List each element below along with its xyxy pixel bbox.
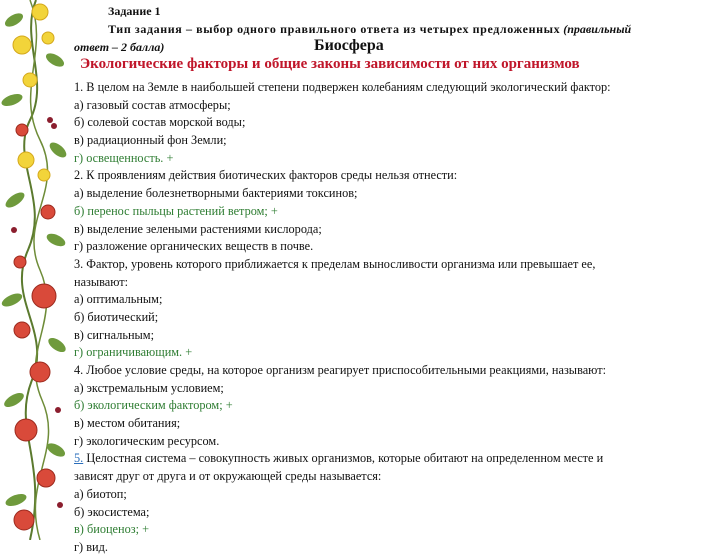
- line-text: а) экстремальным условием;: [74, 380, 224, 395]
- correct-answer-line: [74, 397, 714, 415]
- answer-option-line: [74, 504, 714, 522]
- task-type-main: Тип задания – выбор одного правильного ответа из четырех предложенных: [108, 22, 561, 36]
- task-type: [108, 22, 712, 37]
- answer-option-line: [74, 309, 714, 327]
- line-text: называют:: [74, 274, 129, 289]
- line-text: в) выделение зелеными растениями кислорода;: [74, 221, 322, 236]
- line-text: в) местом обитания;: [74, 416, 181, 431]
- correct-answer-line: [74, 150, 714, 168]
- question-line: [74, 468, 714, 486]
- task-title: Задание 1: [108, 4, 161, 18]
- answer-option-line: [74, 221, 714, 239]
- question-line: [74, 362, 714, 380]
- line-text: г) разложение органических веществ в почве.: [74, 239, 314, 254]
- answer-option-line: [74, 291, 714, 309]
- correct-answer-line: [74, 344, 714, 362]
- line-text: в) биоценоз; +: [74, 522, 150, 537]
- line-text: а) выделение болезнетворными бактериями токсинов;: [74, 186, 358, 201]
- question-line: [74, 256, 714, 274]
- topic-heading: Экологические факторы и общие законы зависимости от них организмов: [80, 56, 580, 72]
- line-text: б) экосистема;: [74, 504, 150, 519]
- line-text: в) радиационный фон Земли;: [74, 133, 227, 148]
- answer-option-line: [74, 486, 714, 504]
- question-line: [74, 450, 714, 468]
- line-text: б) перенос пыльцы растений ветром; +: [74, 203, 278, 218]
- line-text: в) сигнальным;: [74, 327, 154, 342]
- answer-option-line: [74, 415, 714, 433]
- line-text: 2. К проявлениям действия биотических факторов среды нельзя отнести:: [74, 168, 458, 183]
- line-text: а) оптимальным;: [74, 292, 163, 307]
- line-text: Целостная система – совокупность живых организмов, которые обитают на определенном месте и: [86, 451, 604, 466]
- correct-answer-line: [74, 521, 714, 539]
- line-text: б) экологическим фактором; +: [74, 398, 233, 413]
- line-text: г) экологическим ресурсом.: [74, 433, 220, 448]
- subject-title: Биосфера: [314, 37, 384, 54]
- correct-answer-line: [74, 203, 714, 221]
- line-text: а) биотоп;: [74, 486, 127, 501]
- answer-option-line: [74, 132, 714, 150]
- task-type-points-open: (правильный: [563, 22, 632, 36]
- answer-option-line: [74, 114, 714, 132]
- answer-option-line: [74, 380, 714, 398]
- line-text: г) освещенность. +: [74, 150, 174, 165]
- line-text: г) вид.: [74, 539, 108, 554]
- answer-option-line: [74, 97, 714, 115]
- answer-option-line: [74, 433, 714, 451]
- answer-option-line: [74, 327, 714, 345]
- line-text: б) биотический;: [74, 309, 159, 324]
- line-text: г) ограничивающим. +: [74, 345, 193, 360]
- line-text: 3. Фактор, уровень которого приближается к пределам выносливости организма или превышает ее,: [74, 256, 596, 271]
- answer-option-line: [74, 539, 714, 557]
- line-text: 1. В целом на Земле в наибольшей степени подвержен колебаниям следующий экологический фактор:: [74, 80, 611, 94]
- question-line: [74, 167, 714, 185]
- answer-option-line: [74, 238, 714, 256]
- question-line: [74, 79, 714, 97]
- line-text: а) газовый состав атмосферы;: [74, 97, 231, 112]
- question-number-link[interactable]: 5.: [74, 451, 84, 466]
- question-list: [74, 79, 714, 557]
- answer-option-line: [74, 185, 714, 203]
- task-type-points-close: ответ – 2 балла): [74, 40, 165, 54]
- line-text: 4. Любое условие среды, на которое организм реагирует приспособительными реакциями, называют:: [74, 363, 606, 377]
- question-line: [74, 274, 714, 292]
- line-text: зависят друг от друга и от окружающей среды называется:: [74, 469, 382, 484]
- line-text: б) солевой состав морской воды;: [74, 115, 246, 130]
